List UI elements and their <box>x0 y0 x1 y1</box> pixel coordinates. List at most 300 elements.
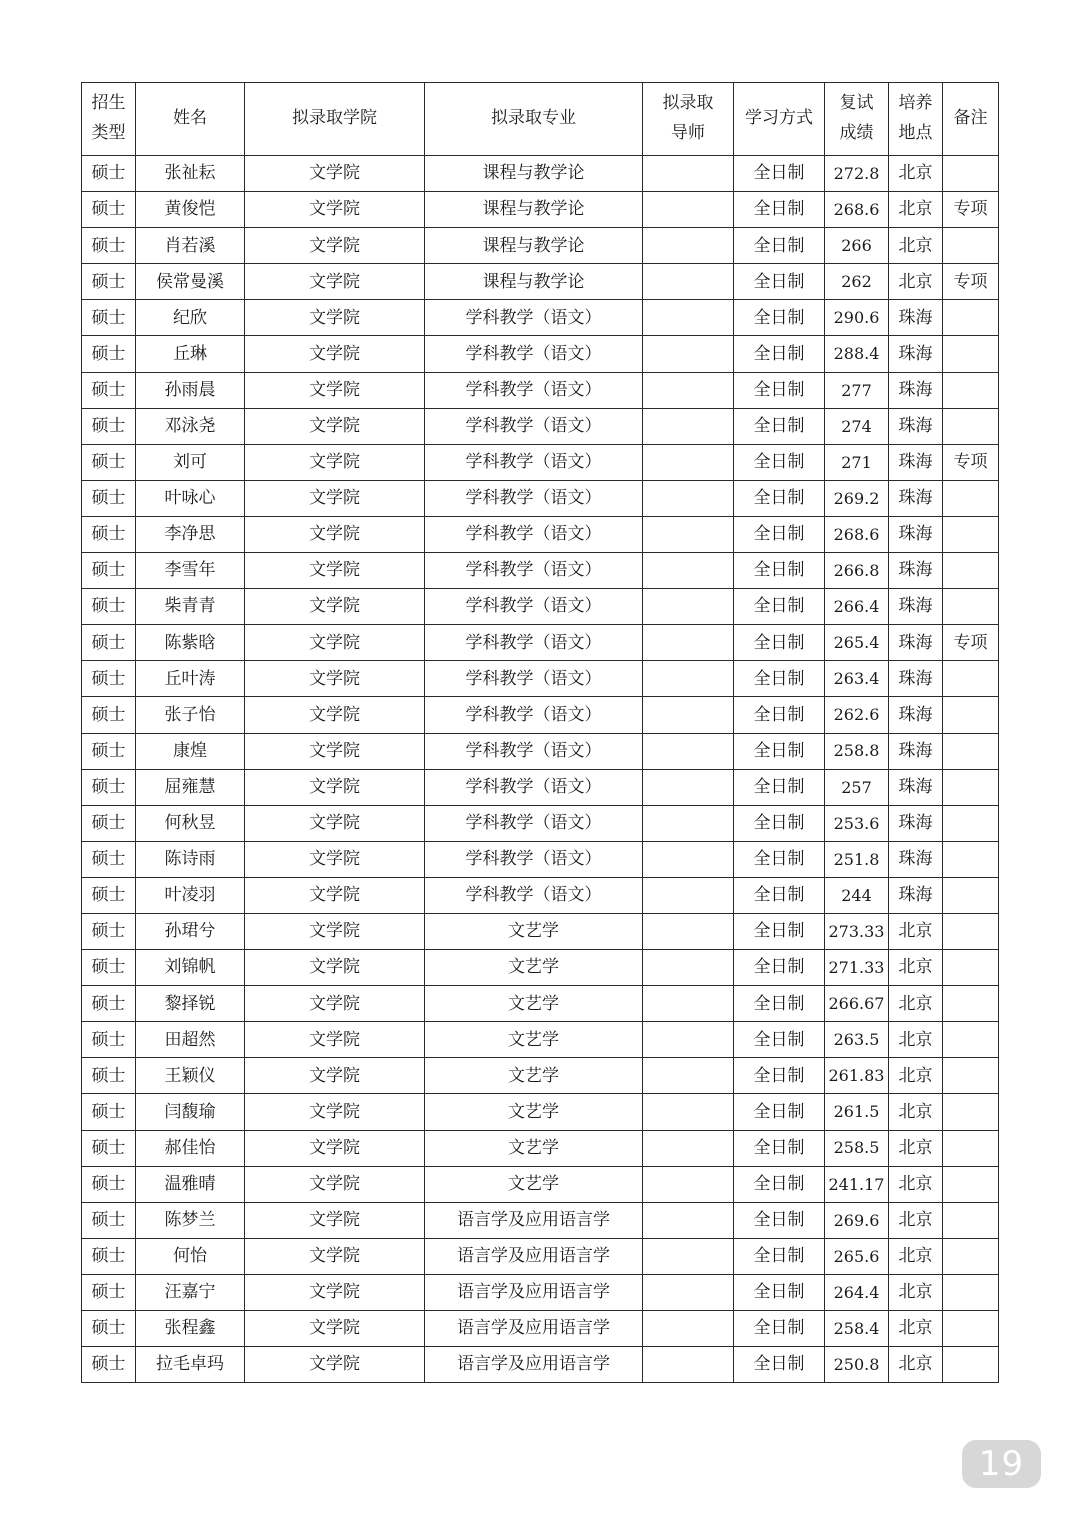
cell-location: 珠海 <box>889 805 943 841</box>
cell-advisor <box>643 300 734 336</box>
cell-type: 硕士 <box>82 805 136 841</box>
cell-location: 北京 <box>889 1130 943 1166</box>
table-row <box>82 913 999 949</box>
cell-college: 文学院 <box>245 1274 425 1310</box>
cell-type: 硕士 <box>82 1274 136 1310</box>
cell-name: 张程鑫 <box>136 1311 245 1347</box>
cell-mode: 全日制 <box>734 769 825 805</box>
cell-college: 文学院 <box>245 300 425 336</box>
cell-note <box>943 1166 999 1202</box>
cell-location: 北京 <box>889 1238 943 1274</box>
cell-college: 文学院 <box>245 986 425 1022</box>
header-advisor: 拟录取导师 <box>643 83 734 156</box>
cell-score: 251.8 <box>825 841 889 877</box>
cell-name: 康煌 <box>136 733 245 769</box>
cell-major: 学科教学（语文） <box>425 805 643 841</box>
cell-mode: 全日制 <box>734 1274 825 1310</box>
table-row <box>82 805 999 841</box>
cell-mode: 全日制 <box>734 553 825 589</box>
cell-score: 268.6 <box>825 516 889 552</box>
cell-score: 274 <box>825 408 889 444</box>
cell-name: 陈诗雨 <box>136 841 245 877</box>
admission-list-page <box>81 82 998 1383</box>
cell-college: 文学院 <box>245 553 425 589</box>
cell-mode: 全日制 <box>734 1130 825 1166</box>
cell-mode: 全日制 <box>734 1311 825 1347</box>
cell-name: 张祉耘 <box>136 156 245 192</box>
cell-score: 265.4 <box>825 625 889 661</box>
cell-location: 珠海 <box>889 480 943 516</box>
cell-advisor <box>643 733 734 769</box>
table-row <box>82 661 999 697</box>
table-row <box>82 553 999 589</box>
cell-score: 257 <box>825 769 889 805</box>
cell-name: 丘琳 <box>136 336 245 372</box>
cell-major: 语言学及应用语言学 <box>425 1311 643 1347</box>
cell-college: 文学院 <box>245 444 425 480</box>
cell-score: 263.4 <box>825 661 889 697</box>
table-body <box>82 156 999 1383</box>
cell-college: 文学院 <box>245 192 425 228</box>
cell-note <box>943 986 999 1022</box>
cell-score: 265.6 <box>825 1238 889 1274</box>
cell-name: 郝佳怡 <box>136 1130 245 1166</box>
cell-location: 北京 <box>889 1058 943 1094</box>
cell-college: 文学院 <box>245 336 425 372</box>
header-note: 备注 <box>943 83 999 156</box>
table-row <box>82 1094 999 1130</box>
cell-score: 258.4 <box>825 1311 889 1347</box>
cell-advisor <box>643 1130 734 1166</box>
cell-college: 文学院 <box>245 408 425 444</box>
cell-note <box>943 1058 999 1094</box>
cell-mode: 全日制 <box>734 372 825 408</box>
cell-note: 专项 <box>943 192 999 228</box>
table-row <box>82 516 999 552</box>
cell-location: 珠海 <box>889 553 943 589</box>
cell-mode: 全日制 <box>734 300 825 336</box>
cell-note <box>943 589 999 625</box>
cell-note <box>943 372 999 408</box>
cell-advisor <box>643 950 734 986</box>
cell-major: 学科教学（语文） <box>425 480 643 516</box>
cell-mode: 全日制 <box>734 1347 825 1383</box>
cell-score: 244 <box>825 877 889 913</box>
cell-mode: 全日制 <box>734 1166 825 1202</box>
table-row <box>82 589 999 625</box>
cell-major: 学科教学（语文） <box>425 372 643 408</box>
cell-location: 珠海 <box>889 661 943 697</box>
cell-note <box>943 480 999 516</box>
cell-location: 珠海 <box>889 733 943 769</box>
page-number-badge: 19 <box>962 1440 1041 1488</box>
cell-advisor <box>643 661 734 697</box>
cell-advisor <box>643 516 734 552</box>
cell-note <box>943 1347 999 1383</box>
cell-type: 硕士 <box>82 877 136 913</box>
cell-major: 学科教学（语文） <box>425 877 643 913</box>
cell-mode: 全日制 <box>734 697 825 733</box>
cell-location: 珠海 <box>889 408 943 444</box>
cell-score: 261.5 <box>825 1094 889 1130</box>
table-row <box>82 1274 999 1310</box>
cell-name: 汪嘉宁 <box>136 1274 245 1310</box>
table-row <box>82 1166 999 1202</box>
cell-major: 课程与教学论 <box>425 156 643 192</box>
cell-advisor <box>643 1058 734 1094</box>
cell-major: 学科教学（语文） <box>425 841 643 877</box>
cell-type: 硕士 <box>82 625 136 661</box>
table-row <box>82 336 999 372</box>
cell-college: 文学院 <box>245 1202 425 1238</box>
cell-note <box>943 156 999 192</box>
cell-mode: 全日制 <box>734 625 825 661</box>
header-score: 复试成绩 <box>825 83 889 156</box>
cell-name: 黎择锐 <box>136 986 245 1022</box>
cell-college: 文学院 <box>245 1058 425 1094</box>
cell-location: 珠海 <box>889 697 943 733</box>
cell-advisor <box>643 372 734 408</box>
cell-advisor <box>643 625 734 661</box>
cell-advisor <box>643 1347 734 1383</box>
cell-major: 文艺学 <box>425 986 643 1022</box>
cell-score: 263.5 <box>825 1022 889 1058</box>
cell-name: 丘叶涛 <box>136 661 245 697</box>
cell-advisor <box>643 1166 734 1202</box>
table-row <box>82 1202 999 1238</box>
cell-advisor <box>643 444 734 480</box>
cell-note <box>943 1022 999 1058</box>
cell-type: 硕士 <box>82 661 136 697</box>
cell-score: 250.8 <box>825 1347 889 1383</box>
cell-type: 硕士 <box>82 480 136 516</box>
cell-score: 261.83 <box>825 1058 889 1094</box>
table-row <box>82 986 999 1022</box>
cell-major: 学科教学（语文） <box>425 733 643 769</box>
cell-name: 温雅晴 <box>136 1166 245 1202</box>
cell-score: 266.4 <box>825 589 889 625</box>
cell-college: 文学院 <box>245 264 425 300</box>
cell-note <box>943 300 999 336</box>
cell-location: 北京 <box>889 1094 943 1130</box>
cell-major: 语言学及应用语言学 <box>425 1274 643 1310</box>
table-row <box>82 408 999 444</box>
table-row <box>82 480 999 516</box>
cell-type: 硕士 <box>82 444 136 480</box>
cell-college: 文学院 <box>245 841 425 877</box>
cell-location: 北京 <box>889 1311 943 1347</box>
cell-major: 语言学及应用语言学 <box>425 1347 643 1383</box>
cell-advisor <box>643 1094 734 1130</box>
cell-name: 屈雍慧 <box>136 769 245 805</box>
cell-location: 北京 <box>889 1022 943 1058</box>
table-row <box>82 1347 999 1383</box>
cell-type: 硕士 <box>82 1166 136 1202</box>
cell-name: 拉毛卓玛 <box>136 1347 245 1383</box>
cell-mode: 全日制 <box>734 444 825 480</box>
cell-major: 学科教学（语文） <box>425 589 643 625</box>
header-type: 招生类型 <box>82 83 136 156</box>
cell-mode: 全日制 <box>734 1202 825 1238</box>
cell-type: 硕士 <box>82 408 136 444</box>
header-college: 拟录取学院 <box>245 83 425 156</box>
cell-advisor <box>643 1311 734 1347</box>
cell-note <box>943 1274 999 1310</box>
cell-location: 北京 <box>889 1166 943 1202</box>
cell-type: 硕士 <box>82 553 136 589</box>
cell-college: 文学院 <box>245 769 425 805</box>
cell-name: 叶凌羽 <box>136 877 245 913</box>
cell-major: 文艺学 <box>425 913 643 949</box>
cell-note <box>943 841 999 877</box>
cell-major: 学科教学（语文） <box>425 444 643 480</box>
cell-type: 硕士 <box>82 1202 136 1238</box>
cell-note <box>943 913 999 949</box>
cell-name: 黄俊恺 <box>136 192 245 228</box>
cell-name: 陈紫晗 <box>136 625 245 661</box>
cell-advisor <box>643 192 734 228</box>
cell-name: 何秋昱 <box>136 805 245 841</box>
cell-note: 专项 <box>943 444 999 480</box>
cell-type: 硕士 <box>82 1094 136 1130</box>
cell-college: 文学院 <box>245 1094 425 1130</box>
cell-location: 北京 <box>889 1274 943 1310</box>
cell-type: 硕士 <box>82 1022 136 1058</box>
cell-major: 语言学及应用语言学 <box>425 1202 643 1238</box>
cell-type: 硕士 <box>82 1058 136 1094</box>
cell-college: 文学院 <box>245 1130 425 1166</box>
cell-major: 文艺学 <box>425 1130 643 1166</box>
table-row <box>82 300 999 336</box>
cell-advisor <box>643 156 734 192</box>
cell-major: 文艺学 <box>425 950 643 986</box>
cell-location: 北京 <box>889 1202 943 1238</box>
cell-name: 孙珺兮 <box>136 913 245 949</box>
table-row <box>82 1130 999 1166</box>
cell-major: 学科教学（语文） <box>425 300 643 336</box>
cell-major: 学科教学（语文） <box>425 625 643 661</box>
cell-advisor <box>643 697 734 733</box>
cell-name: 田超然 <box>136 1022 245 1058</box>
cell-note <box>943 1094 999 1130</box>
table-row <box>82 697 999 733</box>
cell-type: 硕士 <box>82 156 136 192</box>
cell-major: 学科教学（语文） <box>425 769 643 805</box>
table-row <box>82 1238 999 1274</box>
cell-mode: 全日制 <box>734 1058 825 1094</box>
cell-major: 文艺学 <box>425 1094 643 1130</box>
cell-note <box>943 1202 999 1238</box>
cell-name: 叶咏心 <box>136 480 245 516</box>
cell-advisor <box>643 1238 734 1274</box>
header-location: 培养地点 <box>889 83 943 156</box>
cell-advisor <box>643 877 734 913</box>
cell-location: 珠海 <box>889 625 943 661</box>
header-major: 拟录取专业 <box>425 83 643 156</box>
cell-score: 288.4 <box>825 336 889 372</box>
cell-note <box>943 516 999 552</box>
cell-major: 课程与教学论 <box>425 264 643 300</box>
table-row <box>82 769 999 805</box>
cell-advisor <box>643 913 734 949</box>
cell-location: 北京 <box>889 192 943 228</box>
cell-note <box>943 1311 999 1347</box>
cell-major: 学科教学（语文） <box>425 553 643 589</box>
cell-note <box>943 408 999 444</box>
cell-score: 266.8 <box>825 553 889 589</box>
cell-mode: 全日制 <box>734 986 825 1022</box>
table-row <box>82 444 999 480</box>
cell-type: 硕士 <box>82 950 136 986</box>
table-row <box>82 264 999 300</box>
cell-college: 文学院 <box>245 228 425 264</box>
cell-major: 学科教学（语文） <box>425 697 643 733</box>
cell-location: 珠海 <box>889 516 943 552</box>
cell-college: 文学院 <box>245 913 425 949</box>
cell-mode: 全日制 <box>734 408 825 444</box>
cell-mode: 全日制 <box>734 516 825 552</box>
cell-type: 硕士 <box>82 372 136 408</box>
cell-college: 文学院 <box>245 1238 425 1274</box>
cell-type: 硕士 <box>82 228 136 264</box>
cell-note <box>943 733 999 769</box>
cell-note <box>943 661 999 697</box>
cell-advisor <box>643 480 734 516</box>
cell-name: 张子怡 <box>136 697 245 733</box>
cell-college: 文学院 <box>245 877 425 913</box>
cell-location: 珠海 <box>889 769 943 805</box>
cell-type: 硕士 <box>82 1311 136 1347</box>
cell-type: 硕士 <box>82 986 136 1022</box>
table-row <box>82 733 999 769</box>
table-row <box>82 192 999 228</box>
header-row <box>82 83 999 156</box>
cell-college: 文学院 <box>245 661 425 697</box>
cell-score: 258.8 <box>825 733 889 769</box>
cell-college: 文学院 <box>245 1347 425 1383</box>
cell-note <box>943 769 999 805</box>
cell-name: 侯常曼溪 <box>136 264 245 300</box>
cell-location: 北京 <box>889 913 943 949</box>
cell-college: 文学院 <box>245 1166 425 1202</box>
cell-advisor <box>643 589 734 625</box>
cell-score: 290.6 <box>825 300 889 336</box>
cell-major: 文艺学 <box>425 1022 643 1058</box>
cell-name: 李净思 <box>136 516 245 552</box>
cell-score: 258.5 <box>825 1130 889 1166</box>
cell-college: 文学院 <box>245 1311 425 1347</box>
cell-score: 253.6 <box>825 805 889 841</box>
cell-location: 珠海 <box>889 589 943 625</box>
cell-mode: 全日制 <box>734 1238 825 1274</box>
cell-score: 262 <box>825 264 889 300</box>
cell-major: 课程与教学论 <box>425 192 643 228</box>
cell-name: 闫馥瑜 <box>136 1094 245 1130</box>
cell-advisor <box>643 1274 734 1310</box>
cell-mode: 全日制 <box>734 336 825 372</box>
cell-college: 文学院 <box>245 589 425 625</box>
cell-score: 277 <box>825 372 889 408</box>
cell-advisor <box>643 553 734 589</box>
cell-college: 文学院 <box>245 516 425 552</box>
cell-score: 272.8 <box>825 156 889 192</box>
cell-type: 硕士 <box>82 264 136 300</box>
cell-advisor <box>643 769 734 805</box>
cell-mode: 全日制 <box>734 733 825 769</box>
cell-name: 李雪年 <box>136 553 245 589</box>
cell-location: 北京 <box>889 986 943 1022</box>
cell-advisor <box>643 408 734 444</box>
admission-table <box>81 82 999 1383</box>
cell-note <box>943 697 999 733</box>
cell-name: 孙雨晨 <box>136 372 245 408</box>
cell-note <box>943 336 999 372</box>
cell-type: 硕士 <box>82 1130 136 1166</box>
table-header <box>82 83 999 156</box>
cell-major: 文艺学 <box>425 1166 643 1202</box>
cell-name: 何怡 <box>136 1238 245 1274</box>
table-row <box>82 372 999 408</box>
cell-score: 271.33 <box>825 950 889 986</box>
table-row <box>82 1311 999 1347</box>
cell-name: 柴青青 <box>136 589 245 625</box>
cell-type: 硕士 <box>82 841 136 877</box>
cell-college: 文学院 <box>245 480 425 516</box>
cell-note: 专项 <box>943 625 999 661</box>
cell-advisor <box>643 841 734 877</box>
cell-mode: 全日制 <box>734 480 825 516</box>
cell-score: 271 <box>825 444 889 480</box>
cell-type: 硕士 <box>82 336 136 372</box>
cell-mode: 全日制 <box>734 841 825 877</box>
cell-location: 北京 <box>889 228 943 264</box>
cell-type: 硕士 <box>82 733 136 769</box>
cell-name: 邓泳尧 <box>136 408 245 444</box>
cell-location: 北京 <box>889 156 943 192</box>
cell-mode: 全日制 <box>734 156 825 192</box>
cell-score: 273.33 <box>825 913 889 949</box>
cell-name: 纪欣 <box>136 300 245 336</box>
cell-type: 硕士 <box>82 913 136 949</box>
cell-score: 268.6 <box>825 192 889 228</box>
table-row <box>82 1022 999 1058</box>
cell-note <box>943 877 999 913</box>
cell-type: 硕士 <box>82 1238 136 1274</box>
cell-college: 文学院 <box>245 625 425 661</box>
cell-location: 珠海 <box>889 877 943 913</box>
table-row <box>82 1058 999 1094</box>
cell-name: 肖若溪 <box>136 228 245 264</box>
header-mode: 学习方式 <box>734 83 825 156</box>
cell-location: 珠海 <box>889 336 943 372</box>
cell-mode: 全日制 <box>734 589 825 625</box>
cell-college: 文学院 <box>245 733 425 769</box>
cell-type: 硕士 <box>82 516 136 552</box>
cell-college: 文学院 <box>245 1022 425 1058</box>
cell-mode: 全日制 <box>734 661 825 697</box>
cell-location: 珠海 <box>889 444 943 480</box>
cell-note <box>943 1130 999 1166</box>
cell-mode: 全日制 <box>734 877 825 913</box>
cell-college: 文学院 <box>245 950 425 986</box>
cell-major: 学科教学（语文） <box>425 516 643 552</box>
cell-major: 语言学及应用语言学 <box>425 1238 643 1274</box>
cell-type: 硕士 <box>82 192 136 228</box>
cell-advisor <box>643 1022 734 1058</box>
cell-score: 262.6 <box>825 697 889 733</box>
cell-major: 学科教学（语文） <box>425 408 643 444</box>
cell-major: 课程与教学论 <box>425 228 643 264</box>
